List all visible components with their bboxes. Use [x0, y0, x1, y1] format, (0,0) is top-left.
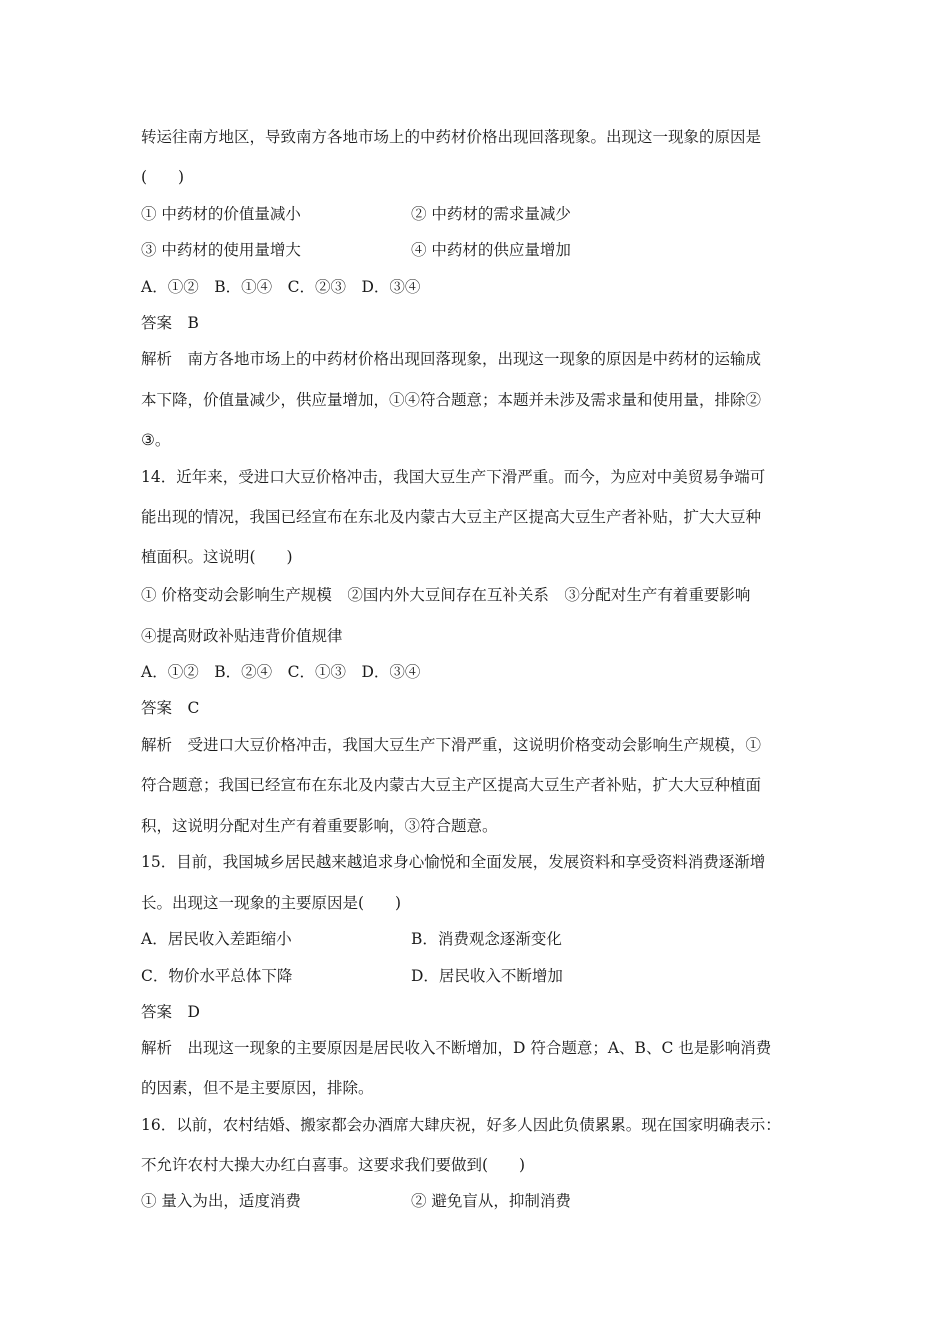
- q16-option-2: ② 避免盲从，抑制消费: [411, 1192, 571, 1210]
- q15-option-b: B．消费观念逐渐变化: [411, 930, 562, 948]
- q13-option-4: ④ 中药材的供应量增加: [411, 241, 571, 259]
- q13-choices: A．①② B．①④ C．②③ D．③④: [141, 278, 421, 296]
- q14-options-line-1: ① 价格变动会影响生产规模 ②国内外大豆间存在互补关系 ③分配对生产有着重要影响: [141, 586, 751, 604]
- q14-stem-line-1: 14．近年来，受进口大豆价格冲击，我国大豆生产下滑严重。而今，为应对中美贸易争端可: [141, 468, 766, 486]
- q15-stem-line-2: 长。出现这一现象的主要原因是( ): [141, 894, 402, 912]
- q13-answer: 答案 B: [141, 314, 199, 332]
- q13-stem-line-2: ( ): [141, 168, 185, 186]
- q16-stem-line-2: 不允许农村大操大办红白喜事。这要求我们要做到( ): [141, 1156, 526, 1174]
- q13-option-3: ③ 中药材的使用量增大: [141, 241, 301, 259]
- q14-stem-line-3: 植面积。这说明( ): [141, 548, 293, 566]
- q15-analysis-line-1: 解析 出现这一现象的主要原因是居民收入不断增加，D 符合题意；A、B、C 也是影响消费: [141, 1039, 772, 1057]
- q14-answer: 答案 C: [141, 699, 200, 717]
- q14-analysis-line-2: 符合题意；我国已经宣布在东北及内蒙古大豆主产区提高大豆生产者补贴，扩大大豆种植面: [141, 776, 762, 794]
- q13-option-2: ② 中药材的需求量减少: [411, 205, 571, 223]
- q13-analysis-line-3: ③。: [141, 431, 171, 449]
- q14-options-line-2: ④提高财政补贴违背价值规律: [141, 627, 343, 645]
- q14-stem-line-2: 能出现的情况，我国已经宣布在东北及内蒙古大豆主产区提高大豆生产者补贴，扩大大豆种: [141, 508, 762, 526]
- q16-option-1: ① 量入为出，适度消费: [141, 1192, 301, 1210]
- q14-choices: A．①② B．②④ C．①③ D．③④: [141, 663, 421, 681]
- q15-option-a: A．居民收入差距缩小: [141, 930, 292, 948]
- q15-analysis-line-2: 的因素，但不是主要原因，排除。: [141, 1079, 374, 1097]
- q13-analysis-line-1: 解析 南方各地市场上的中药材价格出现回落现象，出现这一现象的原因是中药材的运输成: [141, 350, 762, 368]
- q15-option-d: D．居民收入不断增加: [411, 967, 563, 985]
- q15-option-c: C．物价水平总体下降: [141, 967, 293, 985]
- q13-analysis-line-2: 本下降，价值量减少，供应量增加，①④符合题意；本题并未涉及需求量和使用量，排除②: [141, 391, 762, 409]
- q13-stem-line-1: 转运往南方地区，导致南方各地市场上的中药材价格出现回落现象。出现这一现象的原因是: [141, 128, 762, 146]
- q13-option-1: ① 中药材的价值量减小: [141, 205, 301, 223]
- q15-stem-line-1: 15．目前，我国城乡居民越来越追求身心愉悦和全面发展，发展资料和享受资料消费逐渐增: [141, 853, 766, 871]
- q14-analysis-line-3: 积，这说明分配对生产有着重要影响，③符合题意。: [141, 817, 498, 835]
- q15-answer: 答案 D: [141, 1003, 200, 1021]
- q14-analysis-line-1: 解析 受进口大豆价格冲击，我国大豆生产下滑严重，这说明价格变动会影响生产规模，①: [141, 736, 762, 754]
- q16-stem-line-1: 16．以前，农村结婚、搬家都会办酒席大肆庆祝，好多人因此负债累累。现在国家明确表示：: [141, 1116, 781, 1134]
